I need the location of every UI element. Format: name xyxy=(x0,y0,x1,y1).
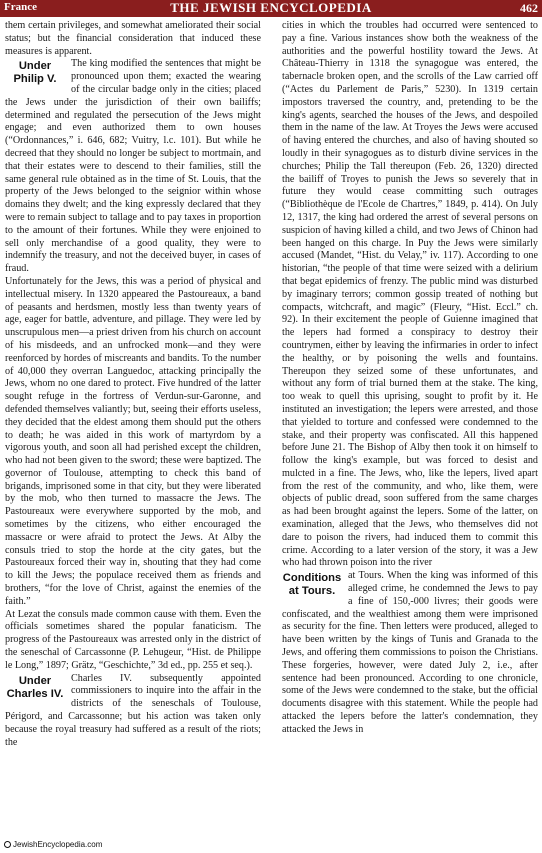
paragraph: them certain privileges, and somewhat ameliorated their social status; but the financial consideration that induced these measures is apparent. xyxy=(5,20,261,57)
marginal-heading-tours: Conditions at Tours. xyxy=(282,572,342,598)
marginal-heading-philip-v: Under Philip V. xyxy=(13,60,57,86)
paragraph: Charles IV. subsequently appointed commissioners to inquire into the affair in the districts of the seneschals of Toulouse, Périgord, and Carcassonne; but his action was taken only because the royal treasury had suffered as a result of the riots; the xyxy=(5,672,261,748)
right-column xyxy=(282,20,538,840)
copyright-icon xyxy=(4,841,11,848)
page-number: 462 xyxy=(520,1,538,15)
page-header xyxy=(0,0,542,17)
paragraph: Unfortunately for the Jews, this was a period of physical and intellectual misery. In 1320 appeared the Pastoureaux, a band of peasants and herdsmen, mostly less than twenty years of age, eager for battle, adventure, and pillage. They were led by unscrupulous men—a priest driven from his church on account of his misdeeds, and an unfrocked monk—and they were reenforced by hordes of miscreants and bandits. To the number of 40,000 they overran Languedoc, attacking principally the Jews, whom no one dared to protect. Five hundred of the latter sought refuge in the fortress of Verdun-sur-Garonne, and defended themselves valiantly; but, seeing their efforts useless, they decided that the eldest among them should put the others to death; he was aided in this work of martyrdom by a vigorous youth, and soon all had perished except the children, who had not been given to the sword; these were baptized. The governor of Toulouse, attempting to check this band of brigands, imprisoned some in that city, but they were liberated by the mob, who then turned to massacre the Jews. The Pastoureaux were everywhere supported by the mob, and sometimes by the citizens, who either encouraged the massacre or were afraid to protect the Jews. At Alby the consuls tried to stop the horde at the city gates, but the Pastoureaux forced their way in, shouting that they had come to kill the Jews; the populace received them as friends and brothers, “for the love of Christ, against the enemies of the faith.” xyxy=(5,275,261,607)
site-link[interactable]: JewishEncyclopedia.com xyxy=(13,840,103,849)
paragraph: The king modified the sentences that might be pronounced upon them; exacted the wearing of the circular badge only in the cities; placed the Jews under the jurisdiction of their own bailiffs; determined and regulated the persecution of the Jews might engage; and even authorized them to own houses (“Ordonnances,” i. 646, 682; Vuitry, l.c. 101). But while he decreed that they should no longer be subject to mortmain, and that their estates were to descend to their families, still the same general rule obtained as in the time of St. Louis, that the property of the Jews belonged to the seignior within whose domains they dwelt; and the king expressly declared that they were to remain subject to tallage and to pay taxes in proportion to the amount of their fortunes. While they were enjoined to sell only merchandise of a good quality, they were to indemnify the treasury, and not the deceived buyer, in cases of fraud. xyxy=(5,58,261,275)
encyclopedia-title: THE JEWISH ENCYCLOPEDIA xyxy=(170,0,372,15)
marginal-heading-charles-iv: Under Charles IV. xyxy=(6,674,64,700)
site-footer[interactable] xyxy=(4,840,102,849)
left-column xyxy=(5,20,261,840)
section-title: France xyxy=(4,1,37,13)
paragraph: At Lezat the consuls made common cause with them. Even the officials sometimes shared the popular fanaticism. The progress of the Pastoureaux was arrested only in the district of the seneschal of Carcassonne (P. Lehugeur, “Hist. de Philippe le Long,” 1897; Grätz, “Geschichte,” 3d ed., pp. 255 et seq.). xyxy=(5,608,261,671)
paragraph: cities in which the troubles had occurred were sentenced to pay a fine. Various instances show both the weakness of the authorities and the powerful hostility toward the Jews. At Château-Thierry in 1318 the synagogue was entered, the tabernacle broken open, and the scrolls of the Law carried off (“Actes du Parlement de Paris,” 5230). In 1319 certain impostors traversed the country, and, pretending to be the king's agents, searched the houses of the Jews, and despoiled them in the name of the law. At Troyes the Jews were accused of having entered the churches, and also of having shouted so loudly in their synagogues as to disturb divine services in the churches; Philip the Tall thereupon (Feb. 26, 1320) directed the bailiff of Troyes to punish the Jews so severely that in future they would cease committing such outrages (“Bibliothèque de l'Ecole de Chartres,” 1849, p. 414). On July 12, 1317, the king had ordered the arrest of several persons on suspicion of having killed a child, and two Jews of Chinon had been hanged on this charge. In Puy the Jews were similarly accused (Mandet, “Hist. du Velay,” iv. 117). According to one historian, “the people of that time were seized with a delirium that begat epidemics of frenzy. The public mind was disturbed by imaginary terrors; common gossip treated of nothing but compacts, witchcraft, and magic” (Fleury, “Hist. Eccl.” ch. 92). In their excitement the people of Guienne imagined that the lepers had formed a conspiracy to destroy their countrymen, either by leaving the infirmaries in order to infect the healthy, or by poisoning the wells and fountains. Thereupon they seized some of these unfortunates, and without any form of trial burned them at the stake. The king, too weak to quell this uprising, sought to profit by it. He instituted an investigation; the lepers were arrested, and those that yielded to torture and confessed were condemned to the stake, and their property was confiscated. All this happened before June 21. The Bishop of Alby then took it on himself to follow the king's example, but was forced to desist and mulcted in a fine. The Jews, who, like the lepers, lived apart from the rest of the community, and who, like them, were objects of public dread, soon suffered from the same charges as had been brought against the lepers. Some of the latter, on examination, alleged that the Jews, who themselves did not dare to poison the rivers, had induced them to commit this crime. According to a later version of the story, it was a Jew who had thrown poison into the river xyxy=(282,20,538,569)
paragraph: at Tours. When the king was informed of this alleged crime, he condemned the Jews to pay a fine of 150,-000 livres; their goods were confiscated, and the wealthiest among them were imprisoned as security for the fine. Then letters were produced, alleged to have been written by the kings of Tunis and Granada to the Jews, and offering them commissions to poison the Christians. These forgeries, however, were dated July 2, i.e., after sentence had been pronounced. According to one chronicle, some of the Jews were condemned to the stake, but the official documents disagree with this statement. While the people had attacked the lepers before the latter's condemnation, they attacked the Jews in xyxy=(282,570,538,735)
